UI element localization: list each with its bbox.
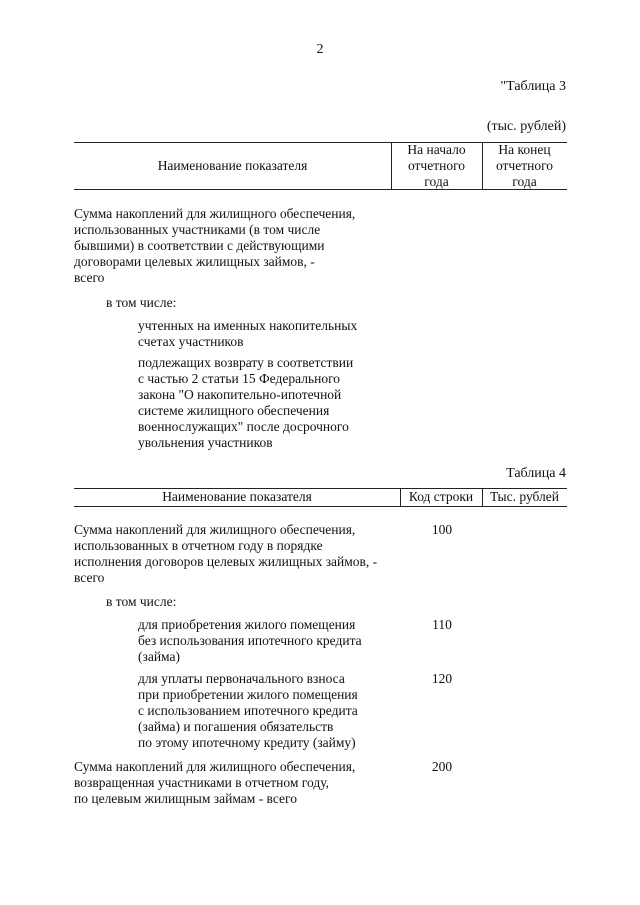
row-line: по этому ипотечному кредиту (займу) <box>138 735 356 750</box>
row-line: учтенных на именных накопительных <box>138 318 358 333</box>
table3-header-name: Наименование показателя <box>157 158 308 173</box>
page-number: 2 <box>316 42 324 57</box>
table3-row-accounted <box>138 318 357 350</box>
row-line: счетах участников <box>138 334 244 349</box>
row-line: с частью 2 статьи 15 Федерального <box>138 371 341 386</box>
table4-code-120: 120 <box>431 671 453 686</box>
table3-header-start <box>391 142 482 190</box>
row-line: закона "О накопительно-ипотечной <box>138 387 342 402</box>
table4-row-used-total <box>74 522 377 586</box>
table3-header-end <box>482 142 567 190</box>
header-line: На начало <box>407 142 466 157</box>
row-line: договорами целевых жилищных займов, - <box>74 254 315 269</box>
row-line: (займа) и погашения обязательств <box>138 719 334 734</box>
row-line: подлежащих возврату в соответствии <box>138 355 354 370</box>
row-line: Сумма накоплений для жилищного обеспечения, <box>74 759 356 774</box>
row-line: использованных участниками (в том числе <box>74 222 321 237</box>
table4-row-returned <box>74 759 355 807</box>
table4-header-name: Наименование показателя <box>162 489 312 504</box>
row-line: бывшими) в соответствии с действующими <box>74 238 325 253</box>
row-line: Сумма накоплений для жилищного обеспечения, <box>74 522 356 537</box>
table3-row-including <box>106 295 176 311</box>
table4-row-including <box>106 594 176 610</box>
row-line: использованных в отчетном году в порядке <box>74 538 323 553</box>
table3-caption: "Таблица 3 <box>500 79 566 94</box>
table3-unit: (тыс. рублей) <box>486 119 566 134</box>
header-line: года <box>424 174 449 189</box>
table3-row-total <box>74 206 355 286</box>
row-line: с использованием ипотечного кредита <box>138 703 358 718</box>
header-line: года <box>512 174 537 189</box>
row-line: увольнения участников <box>138 435 273 450</box>
table4-header-amount: Тыс. рублей <box>489 489 560 504</box>
row-line: всего <box>74 570 105 585</box>
row-line: в том числе: <box>106 295 177 310</box>
table4-caption: Таблица 4 <box>506 466 566 481</box>
header-line: отчетного <box>495 158 554 173</box>
table4-row-with-mortgage <box>138 671 358 751</box>
row-line: в том числе: <box>106 594 177 609</box>
row-line: без использования ипотечного кредита <box>138 633 362 648</box>
row-line: системе жилищного обеспечения <box>138 403 330 418</box>
table4-code-200: 200 <box>431 759 453 774</box>
row-line: для приобретения жилого помещения <box>138 617 356 632</box>
table3-row-refund <box>138 355 353 451</box>
header-line: отчетного <box>407 158 466 173</box>
table4-header-code: Код строки <box>408 489 474 504</box>
table4-header-rule <box>74 506 567 507</box>
row-line: возвращенная участниками в отчетном году, <box>74 775 329 790</box>
table4-code-100: 100 <box>431 522 453 537</box>
row-line: всего <box>74 270 105 285</box>
row-line: по целевым жилищным займам - всего <box>74 791 297 806</box>
row-line: исполнения договоров целевых жилищных займов, - <box>74 554 378 569</box>
table4-row-no-mortgage <box>138 617 362 665</box>
row-line: для уплаты первоначального взноса <box>138 671 345 686</box>
header-line: На конец <box>498 142 551 157</box>
table4-code-110: 110 <box>432 617 452 632</box>
row-line: при приобретении жилого помещения <box>138 687 358 702</box>
row-line: Сумма накоплений для жилищного обеспечения, <box>74 206 356 221</box>
row-line: (займа) <box>138 649 180 664</box>
row-line: военнослужащих" после досрочного <box>138 419 349 434</box>
